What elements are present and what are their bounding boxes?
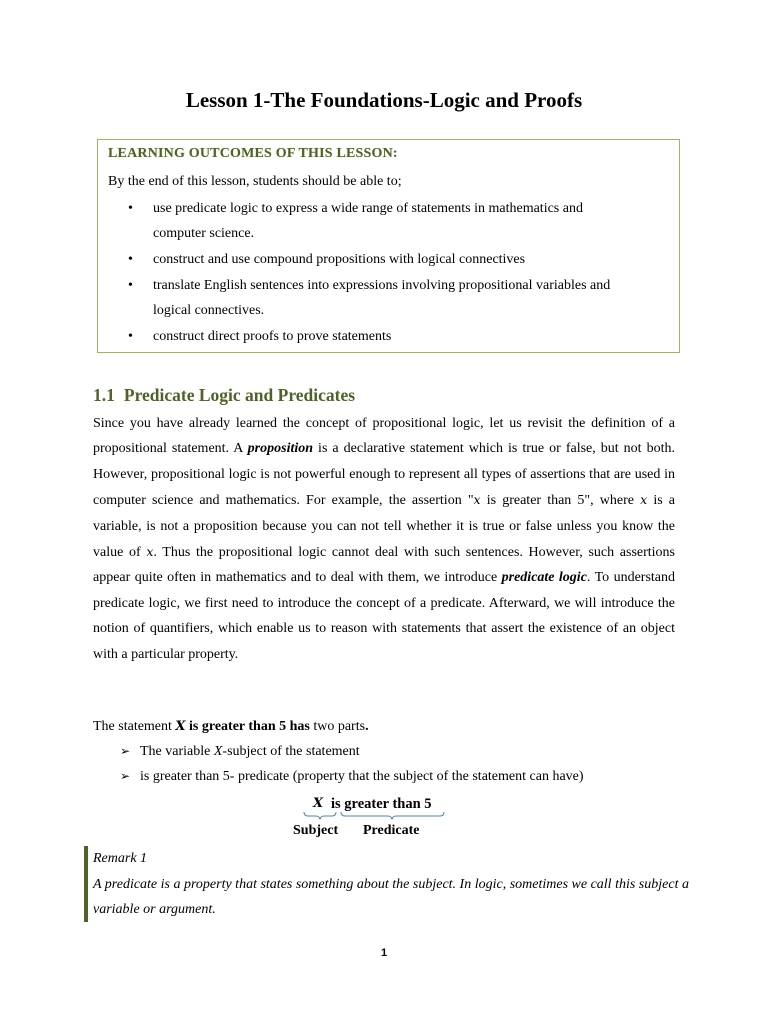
math-variable: x [640,492,648,508]
subject-brace-icon [304,812,336,819]
remark-block [84,846,693,922]
statement-period: . [365,719,369,734]
statement-line [93,719,369,735]
learning-outcomes-box [97,139,680,353]
arrow-bullet-icon: ➢ [120,769,131,783]
paragraph-text: Since you have already learned the concept of propositional logic, let us revisit the definition of a propositional statement. A [93,416,675,457]
learning-outcomes-heading: LEARNING OUTCOMES OF THIS LESSON: [108,146,398,161]
keyword-proposition: proposition [247,441,314,457]
paragraph-text: . Thus the propositional logic cannot deal with such sentences. However, such assertions appear quite often in mathematics and to deal with them, we introduce [93,545,675,586]
bullet-icon: • [128,329,133,344]
outcome-item-text: use predicate logic to express a wide range of statements in mathematics and [153,201,583,216]
paragraph-text: is greater than 5", where [480,493,641,509]
outcome-item-text: construct direct proofs to prove statements [153,329,392,344]
part-text: is greater than 5- predicate (property that the subject of the statement can have) [140,769,584,784]
outcome-item-text: computer science. [153,226,255,241]
remark-text: A predicate is a property that states something about the subject. In logic, sometimes we call this subject a variable or argument. [93,876,689,917]
outcome-item-text: construct and use compound propositions with logical connectives [153,252,526,267]
learning-outcomes-intro: By the end of this lesson, students should be able to; [108,174,402,189]
section-heading [93,385,355,406]
diagram-variable: X [313,796,324,811]
math-variable: x [146,544,154,560]
document-title: Lesson 1-The Foundations-Logic and Proofs [185,88,583,112]
statement-text: The statement [93,719,176,734]
paragraph-text: is a declarative statement which is true or false, but not both. However, propositional logic is not powerful enough to represent all types of assertions that are used in computer science and mathematics. For example, the assertion " [93,441,675,509]
statement-text: two parts [309,719,366,734]
brace-graphic [280,794,460,824]
bullet-icon: • [128,252,133,267]
bullet-icon: • [128,278,133,293]
subject-predicate-diagram [280,794,460,844]
part-text: The variable [140,744,214,759]
paragraph-text: . To understand predicate logic, we first need to introduce the concept of a predicate. Afterward, we will introduce the notion of quantifiers, which enable us to reason with statements that assert the existence of an object with a particular property. [93,570,675,662]
outcome-item-text: logical connectives. [153,303,265,318]
paragraph-text: is a variable, is not a proposition because you can not tell whether it is true or false unless you know the value of [93,493,676,561]
keyword-predicate-logic: predicate logic [501,570,587,586]
remark-title: Remark 1 [93,851,148,866]
predicate-label: Predicate [363,823,420,838]
arrow-bullet-icon: ➢ [120,744,131,758]
section-paragraph [93,411,675,667]
math-variable: X [175,719,186,734]
math-variable: x [473,492,481,508]
predicate-brace-icon [341,812,444,819]
section-title: Predicate Logic and Predicates [123,385,356,405]
part-text: -subject of the statement [222,744,360,759]
math-variable: X [213,744,223,759]
statement-bold-text: is greater than 5 has [185,719,310,734]
section-number: 1.1 [93,385,115,405]
page-number: 1 [380,947,388,959]
outcome-item-text: translate English sentences into expressions involving propositional variables and [153,278,611,293]
bullet-icon: • [128,201,133,216]
subject-label: Subject [293,823,339,838]
diagram-predicate-text: is greater than 5 [331,796,432,812]
